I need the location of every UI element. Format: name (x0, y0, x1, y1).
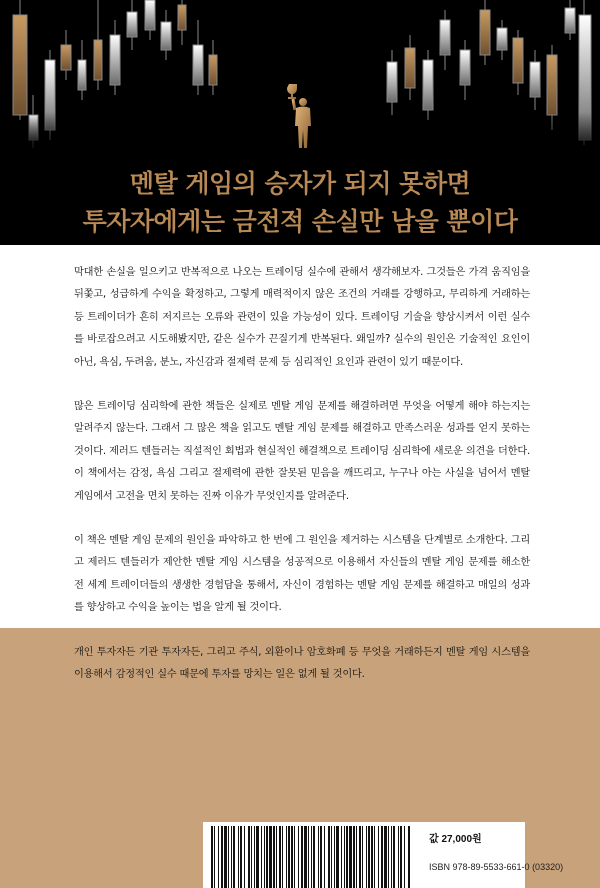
barcode-bar (211, 826, 213, 888)
barcode-bar (231, 826, 232, 888)
barcode-bar (261, 826, 262, 888)
barcode-bar (266, 826, 268, 888)
barcode-bar (224, 826, 227, 888)
barcode-bar (288, 826, 290, 888)
barcode-bar (368, 826, 370, 888)
barcode-bar (286, 826, 287, 888)
barcode-bar (391, 826, 392, 888)
headline-line-1: 멘탈 게임의 승자가 되지 못하면 (129, 169, 471, 198)
barcode-bar (256, 826, 259, 888)
barcode-bar (366, 826, 367, 888)
barcode-bar (308, 826, 309, 888)
barcode-bar (214, 826, 215, 888)
barcode-bar (301, 826, 303, 888)
barcode-bar (313, 826, 315, 888)
barcode-bar (393, 826, 395, 888)
barcode-bar (311, 826, 312, 888)
barcode-bar (244, 826, 245, 888)
barcode-bar (291, 826, 293, 888)
barcode-bar (341, 826, 342, 888)
barcode-bar (336, 826, 339, 888)
barcode-bar (384, 826, 387, 888)
paragraph-3: 이 책은 멘탈 게임 문제의 원인을 파악하고 한 번에 그 원인을 제거하는 시스템을 단계별로 소개한다. 그리고 제러드 텐들러가 제안한 멘탈 게임 시스템을 성공적으로 이용해서 자신들의 멘탈 게임 문제를 해소한 전 세계 트레이더들의 생생한 경험담을 통해서, 자신이 경험하는 멘탈 게임 문제를 해결하고 매일의 성과를 향상하고 수익을 높이는 법을 알게 될 것이다. (74, 535, 530, 614)
barcode-bar (359, 826, 361, 888)
barcode-bar (269, 826, 272, 888)
barcode-bar (248, 826, 250, 888)
barcode-bar (233, 826, 235, 888)
barcode-bar (282, 826, 283, 888)
barcode-bar (362, 826, 363, 888)
price-label: 값 27,000원 (429, 834, 482, 845)
barcode-bar (264, 826, 265, 888)
barcode-bar (374, 826, 375, 888)
barcode-bar (381, 826, 383, 888)
barcode-bar (408, 826, 410, 888)
description-text (74, 262, 530, 709)
barcode-bar (346, 826, 348, 888)
headline (0, 165, 600, 241)
barcode-bar (238, 826, 239, 888)
barcode-bar (273, 826, 275, 888)
barcode-bar (304, 826, 307, 888)
paragraph-2: 많은 트레이딩 심리학에 관한 책들은 실제로 멘탈 게임 문제를 해결하려면 무엇을 어떻게 해야 하는지는 알려주지 않는다. 그래서 그 많은 책을 읽고도 멘탈 게임 문제를 해결하고 만족스러운 성과를 얻지 못하는 것이다. 제러드 텐들러는 직설적인 회법과 현실적인 해결책으로 트레이딩 심리학에 새로운 의견을 더한다. 이 책에서는 감정, 욕심 그리고 절제력에 관한 잘못된 믿음을 깨뜨리고, 누구나 아는 사실을 넘어서 멘탈 게임에서 고전을 면치 못하는 진짜 이유가 무엇인지를 알려준다. (74, 401, 530, 502)
isbn-label: ISBN 978-89-5533-661-0 (03320) (429, 862, 564, 872)
barcode-bar (318, 826, 319, 888)
barcode-bar (320, 826, 322, 888)
barcode-bar (398, 826, 399, 888)
barcode-box (203, 822, 564, 888)
barcode-bar (254, 826, 255, 888)
barcode-bar (251, 826, 252, 888)
barcode-bar (328, 826, 330, 888)
barcode-bar (344, 826, 345, 888)
barcode-bar (294, 826, 295, 888)
barcode-bar (404, 826, 405, 888)
barcode (203, 822, 415, 888)
barcode-bar (349, 826, 352, 888)
paragraph-4: 개인 투자자든 기관 투자자든, 그리고 주식, 외환이나 암호화폐 등 무엇을 거래하든지 멘탈 게임 시스템을 이용해서 감정적인 실수 때문에 투자를 망치는 일은 없게 될 것이다. (74, 646, 530, 681)
barcode-bar (353, 826, 355, 888)
headline-line-2: 투자자에게는 금전적 손실만 남을 뿐이다 (82, 207, 518, 236)
barcode-bar (400, 826, 402, 888)
barcode-bar (218, 826, 219, 888)
barcode-bar (298, 826, 299, 888)
barcode-bar (356, 826, 357, 888)
paragraph-1: 막대한 손실을 일으키고 반복적으로 나오는 트레이딩 실수에 관해서 생각해보자. 그것들은 가격 움직임을 뒤쫓고, 성급하게 수익을 확정하고, 그렇게 매력적이지 않은 조건의 거래를 강행하고, 무리하게 거래하는 등 트레이더가 흔히 저지르는 오류와 관련이 있을 가능성이 있다. 트레이딩 기술을 향상시켜서 이런 실수를 바로잡으려고 시도해봤지만, 같은 실수가 끈질기게 반복된다. 왜일까? 실수의 원인은 기술적인 요인이 아닌, 욕심, 두려움, 분노, 자신감과 절제력 문제 등 심리적인 요인과 관련이 있기 때문이다. (74, 267, 530, 368)
barcode-bar (388, 826, 389, 888)
barcode-bar (221, 826, 223, 888)
barcode-bar (378, 826, 379, 888)
barcode-bar (334, 826, 335, 888)
trophy-figure-icon (281, 82, 321, 150)
barcode-bar (324, 826, 325, 888)
barcode-bar (276, 826, 277, 888)
barcode-bar (331, 826, 332, 888)
barcode-bar (279, 826, 281, 888)
barcode-bar (240, 826, 242, 888)
barcode-bar (228, 826, 229, 888)
barcode-bar (371, 826, 373, 888)
